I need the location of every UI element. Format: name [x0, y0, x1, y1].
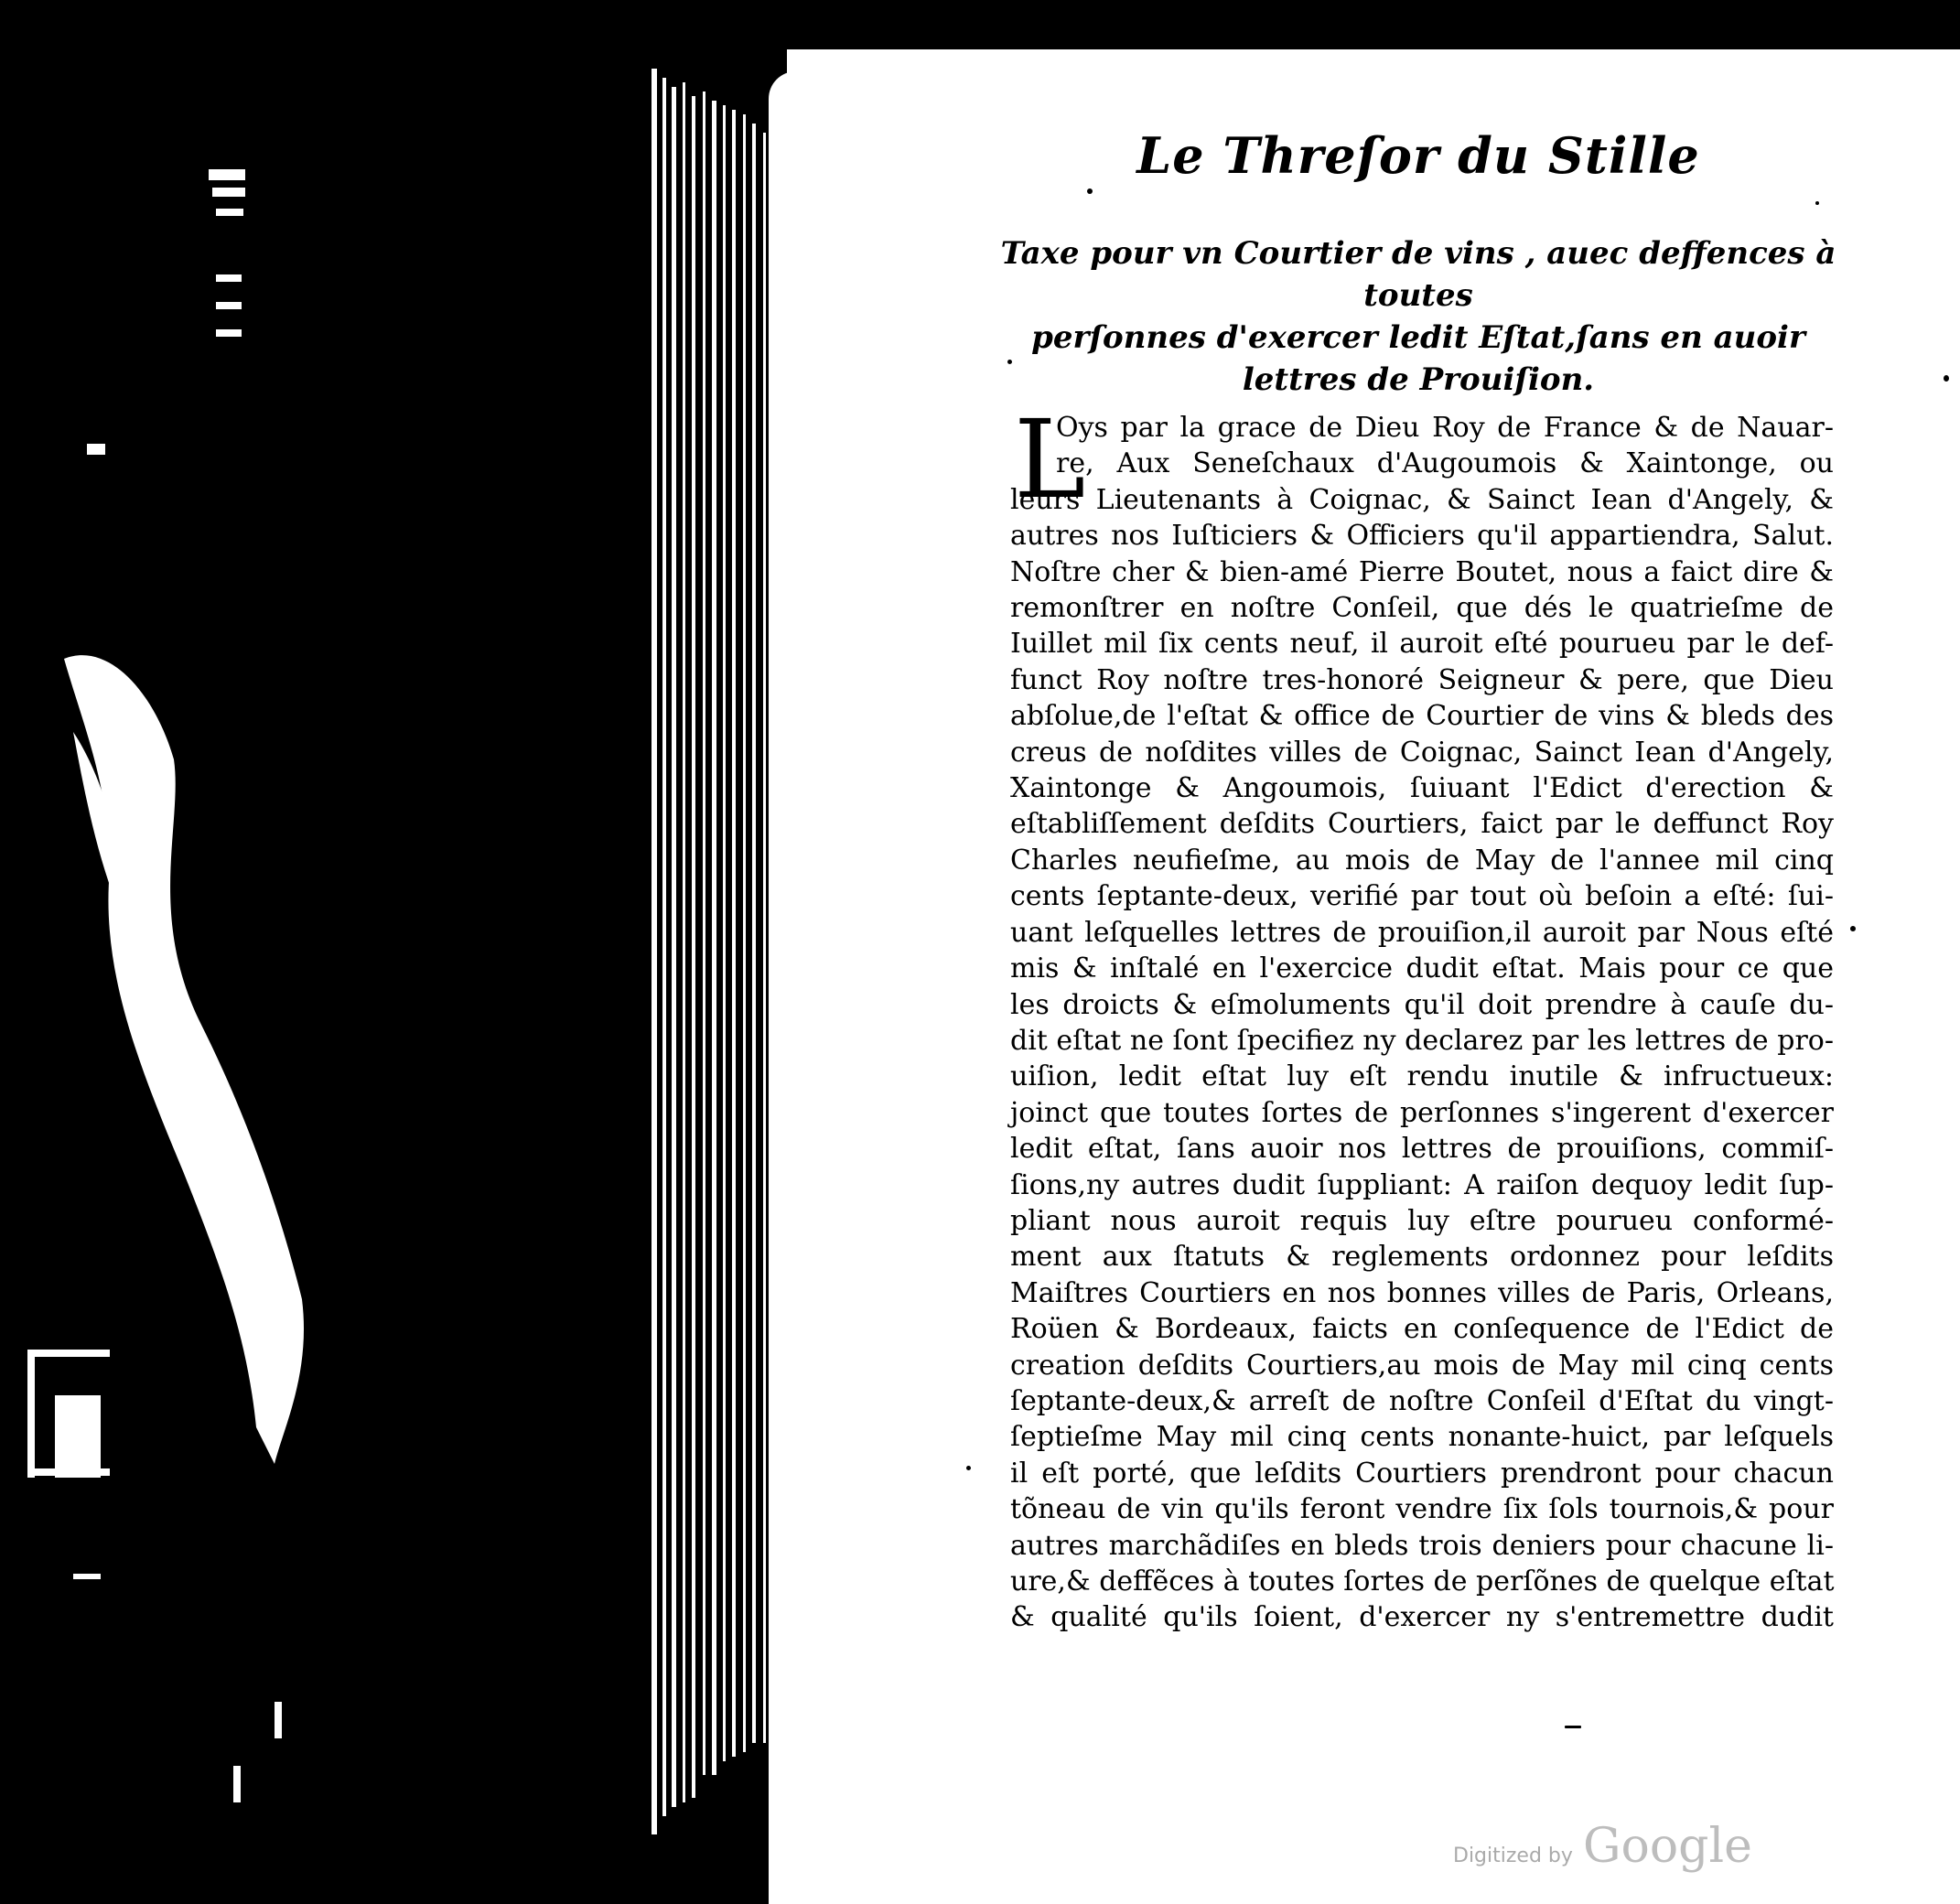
ink-speck: [1815, 201, 1819, 205]
body-line: ſions,ny autres dudit ſuppliant: A raiſon dequoy ledit ſup-: [1010, 1168, 1834, 1201]
body-line: ure,& deffẽces à toutes ſortes de perſõnes de quelque eſtat: [1010, 1565, 1835, 1597]
ink-speck: [1087, 188, 1093, 194]
ink-speck: [1565, 1726, 1581, 1728]
google-watermark: [1453, 1819, 1755, 1874]
body-line: Noſtre cher & bien-amé Pierre Boutet, nous a faict dire &: [1010, 555, 1834, 588]
body-line: funct Roy noſtre tres-honoré Seigneur & pere, que Dieu: [1010, 663, 1834, 696]
body-line: il eſt porté, que leſdits Courtiers prendront pour chacun: [1010, 1457, 1834, 1490]
section-heading: [997, 232, 1839, 401]
page-edges: [641, 69, 787, 1834]
body-line: cents ſeptante-deux, verifié par tout où beſoin a eſté: ſui-: [1010, 880, 1834, 913]
body-line: autres nos Iuſticiers & Officiers qu'il appartiendra, Salut.: [1010, 520, 1834, 553]
body-line: ſeptieſme May mil cinq cents nonante-huict, par leſquels: [1010, 1421, 1834, 1454]
body-line: ment aux ſtatuts & reglements ordonnez pour leſdits: [1010, 1241, 1834, 1274]
body-line: pliant nous auroit requis luy eſtre pourueu conformé-: [1010, 1204, 1834, 1237]
body-line: autres marchãdiſes en bleds trois deniers pour chacune li-: [1010, 1529, 1834, 1562]
body-line: ſeptante-deux,& arreſt de noſtre Conſeil d'Eſtat du vingt-: [1010, 1384, 1834, 1417]
body-line: Iuillet mil ſix cents neuf, il auroit eſté pourueu par le def-: [1010, 628, 1834, 661]
body-line: Oys par la grace de Dieu Roy de France & de Nauar-: [1056, 412, 1834, 444]
body-line: creus de noſdites villes de Coignac, Sainct Iean d'Angely,: [1010, 736, 1834, 769]
body-text: [1010, 396, 1835, 1636]
body-line: remonſtrer en noſtre Conſeil, que dés le quatrieſme de: [1010, 592, 1834, 625]
body-line: creation deſdits Courtiers,au mois de May mil cinq cents: [1010, 1349, 1834, 1382]
ink-speck: [1007, 360, 1012, 364]
running-title: Le Threſor du Stille: [1136, 126, 1700, 185]
body-line: mis & inſtalé en l'exercice dudit eſtat. Mais pour ce que: [1010, 952, 1834, 985]
body-line: ledit eſtat, ſans auoir nos lettres de prouiſions, commiſ-: [1010, 1133, 1834, 1166]
body-line: uant leſquelles lettres de prouiſion,il auroit par Nous eſté: [1010, 916, 1834, 949]
heading-line: lettres de Prouiſion.: [1242, 361, 1595, 398]
watermark-label: Digitized by: [1453, 1845, 1573, 1867]
body-line: Charles neufieſme, au mois de May de l'annee mil cinq: [1010, 844, 1834, 877]
heading-line: perſonnes d'exercer ledit Eſtat,ſans en auoir: [1031, 319, 1805, 356]
body-line: tõneau de vin qu'ils feront vendre ſix ſols tournois,& pour: [1010, 1493, 1834, 1526]
body-line: les droicts & eſmoluments qu'il doit prendre à cauſe du-: [1010, 988, 1834, 1021]
body-line: dit eſtat ne ſont ſpecifiez ny declarez par les lettres de pro-: [1010, 1024, 1834, 1057]
ink-speck: [1944, 375, 1949, 382]
body-line: eſtabliſſement deſdits Courtiers, faict par le deffunct Roy: [1010, 808, 1834, 841]
body-line: uiſion, ledit eſtat luy eſt rendu inutile & infructueux:: [1010, 1060, 1834, 1093]
body-line: Xaintonge & Angoumois, ſuiuant l'Edict d'erection &: [1010, 772, 1834, 805]
google-logo: Google: [1583, 1819, 1752, 1874]
body-line: & qualité qu'ils ſoient, d'exercer ny s'entremettre dudit: [1010, 1601, 1834, 1634]
body-line: Roüen & Bordeaux, faicts en conſequence de l'Edict de: [1010, 1313, 1834, 1346]
ink-speck: [1850, 926, 1856, 931]
body-line: leurs Lieutenants à Coignac, & Sainct Iean d'Angely, &: [1010, 483, 1834, 516]
drop-cap: L: [1014, 396, 1086, 522]
body-line: joinct que toutes ſortes de perſonnes s'ingerent d'exercer: [1010, 1096, 1834, 1129]
body-line: abſolue,de l'eſtat & office de Courtier de vins & bleds des: [1010, 700, 1834, 733]
ink-speck: [966, 1466, 971, 1470]
heading-line: Taxe pour vn Courtier de vins , auec deffences à toutes: [1000, 235, 1836, 314]
body-line: re, Aux Seneſchaux d'Augoumois & Xaintonge, ou: [1056, 447, 1834, 480]
body-line: Maiſtres Courtiers en nos bonnes villes de Paris, Orleans,: [1010, 1276, 1834, 1309]
